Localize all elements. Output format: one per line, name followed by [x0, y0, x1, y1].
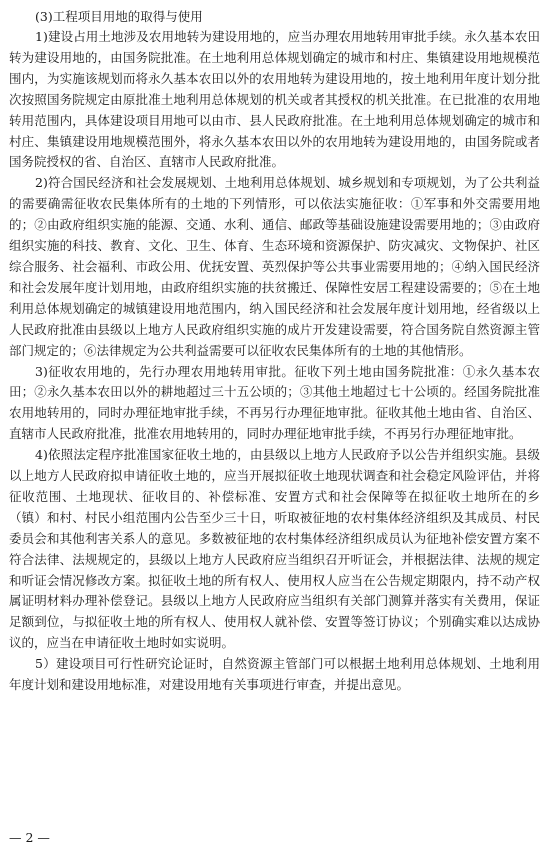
paragraph-2: 2)符合国民经济和社会发展规划、土地利用总体规划、城乡规划和专项规划，为了公共利益的需要确需征收农民集体所有的土地的下列情形，可以依法实施征收：①军事和外交需要用地的；②由政府组织实施的能源、交通、水利、通信、邮政等基础设施建设需要用地的；③由政府组织实施的科技、教育、文化、卫生、体育、生态环境和资源保护、防灾减灾、文物保护、社区综合服务、社会福利、市政公用、优抚安置、英烈保护等公共事业需要用地的；④纳入国民经济和社会发展年度计划用地，由政府组织实施的扶贫搬迁、保障性安居工程建设需要的；⑤在土地利用总体规划确定的城镇建设用地范围内，纳入国民经济和社会发展年度计划用地，经省级以上人民政府批准由县级以上地方人民政府组织实施的成片开发建设需要，符合国务院自然资源主管部门规定的；⑥法律规定为公共利益需要可以征收农民集体所有的土地的其他情形。 [9, 175, 540, 358]
paragraph-5: 5）建设项目可行性研究论证时，自然资源主管部门可以根据土地利用总体规划、土地利用年度计划和建设用地标准，对建设用地有关事项进行审查，并提出意见。 [9, 656, 540, 693]
page-number: — 2 — [9, 830, 50, 845]
section-heading: (3)工程项目用地的取得与使用 [35, 9, 203, 24]
paragraph-1: 1)建设占用土地涉及农用地转为建设用地的，应当办理农用地转用审批手续。永久基本农田转为建设用地的，由国务院批准。在土地利用总体规划确定的城市和村庄、集镇建设用地规模范围内，为实施该规划而将永久基本农田以外的农用地转为建设用地的，按土地利用年度计划分批次按照国务院规定由原批准土地利用总体规划的机关或者其授权的机关批准。在已批准的农用地转用范围内，具体建设项目用地可以由市、县人民政府批准。在土地利用总体规划确定的城市和村庄、集镇建设用地规模范围外，将永久基本农田以外的农用地转为建设用地的，由国务院或者国务院授权的省、自治区、直辖市人民政府批准。 [9, 29, 540, 170]
document-body [9, 6, 540, 696]
paragraph-3: 3)征收农用地的，先行办理农用地转用审批。征收下列土地由国务院批准：①永久基本农田；②永久基本农田以外的耕地超过三十五公顷的；③其他土地超过七十公顷的。经国务院批准农用地转用的，同时办理征地审批手续，不再另行办理征地审批。征收其他土地由省、自治区、直辖市人民政府批准，批准农用地转用的，同时办理征地审批手续，不再另行办理征地审批。 [9, 363, 540, 442]
paragraph-4: 4)依照法定程序批准国家征收土地的，由县级以上地方人民政府予以公告并组织实施。县级以上地方人民政府拟申请征收土地的，应当开展拟征收土地现状调查和社会稳定风险评估，并将征收范围、土地现状、征收目的、补偿标准、安置方式和社会保障等在拟征收土地所在的乡（镇）和村、村民小组范围内公告至少三十日，听取被征地的农村集体经济组织及其成员、村民委员会和其他利害关系人的意见。多数被征地的农村集体经济组织成员认为征地补偿安置方案不符合法律、法规规定的，县级以上地方人民政府应当组织召开听证会，并根据法律、法规的规定和听证会情况修改方案。拟征收土地的所有权人、使用权人应当在公告规定期限内，持不动产权属证明材料办理补偿登记。县级以上地方人民政府应当组织有关部门测算并落实有关费用，保证足额到位，与拟征收土地的所有权人、使用权人就补偿、安置等签订协议；个别确实难以达成协议的，应当在申请征收土地时如实说明。 [9, 447, 540, 651]
